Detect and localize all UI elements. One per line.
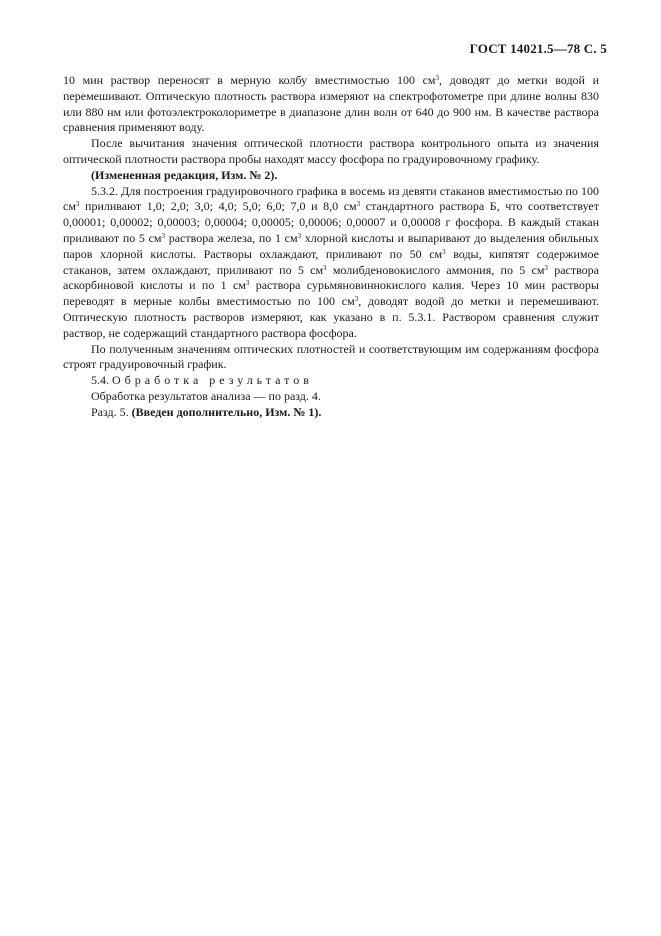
paragraph-calibration-graph: По полученным значениям оптических плотностей и соответствующим им содержаниям фосфора строят градуировочный график. [63,341,599,372]
text-run: раствора железа, по 1 см [165,230,298,245]
section-5-4-heading [63,373,599,389]
text-run: стандартного раствора Б, что соответствует 0,00001; 0,00002; 0,00003; 0,00004; 0,00005; 0,00006; 0,00007 и 0,00008 г фосфора. В каждый стакан приливают по 5 см [63,199,600,245]
superscript: 3 [161,231,166,240]
text-run: приливают 1,0; 2,0; 3,0; 4,0; 5,0; 6,0; 7,0 и 8,0 см [79,199,357,214]
superscript: 3 [544,263,548,272]
paragraph-subtraction: После вычитания значения оптической плотности раствора контрольного опыта из значения оптической плотности раствора пробы находят массу фосфора по градуировочному графику. [63,136,599,166]
amendment-note-1 [63,405,599,421]
superscript: 3 [323,263,327,272]
document-body [63,73,599,421]
superscript: 3 [297,231,302,240]
text-run: , доводят до метки водой и перемешивают. Оптическую плотность раствора измеряют на спектрофотометре при длине волны 830 или 880 нм или фотоэлектроколориметре в диапазоне длин волн от 640 до 900 нм. В качестве раствора сравнения применяют воду. [63,73,600,135]
text-run: , доводят водой до метки и перемешивают. Оптическую плотность растворов измеряют, как указано в п. 5.3.1. Раствором сравнения служит раствор, не содержащий стандартного раствора фосфора. [63,294,600,340]
text-run: раствора сурьмяновиннокислого калия. Через 10 мин растворы переводят в мерные колбы вместимостью по 100 см [63,278,599,309]
section-title: Обработка результатов [112,373,313,388]
superscript: 3 [75,200,80,209]
superscript: 3 [354,295,359,304]
superscript: 3 [245,279,250,288]
text-run: воды, кипятят содержимое стаканов, затем охлаждают, приливают по 5 см [63,246,600,277]
superscript: 3 [435,74,440,82]
superscript: 3 [442,247,446,256]
amendment-note-2: (Измененная редакция, Изм. № 2). [91,167,278,182]
paragraph-continued-5-3-1 [63,73,599,136]
paragraph-5-3-2 [63,184,599,342]
section-number: 5.4. [91,373,109,388]
text-run: Разд. 5. [91,404,132,419]
text-run: 5.3.2. Для построения градуировочного графика в восемь из девяти стаканов вместимостью по 100 см [63,183,599,214]
running-head: ГОСТ 14021.5—78 С. 5 [469,41,607,56]
text-run: молибденовокислого аммония, по 5 см [326,262,545,277]
amendment-text: (Введен дополнительно, Изм. № 1). [131,404,322,419]
text-run: хлорной кислоты и выпаривают до выделения обильных паров хлорной кислоты. Растворы охлаждают, приливают по 50 см [63,230,600,261]
superscript: 3 [356,200,361,209]
text-run: 10 мин раствор переносят в мерную колбу вместимостью 100 см [63,73,436,87]
text-run: раствора аскорбиновой кислоты и по 1 см [63,262,600,293]
paragraph-processing: Обработка результатов анализа — по разд. 4. [91,388,321,403]
